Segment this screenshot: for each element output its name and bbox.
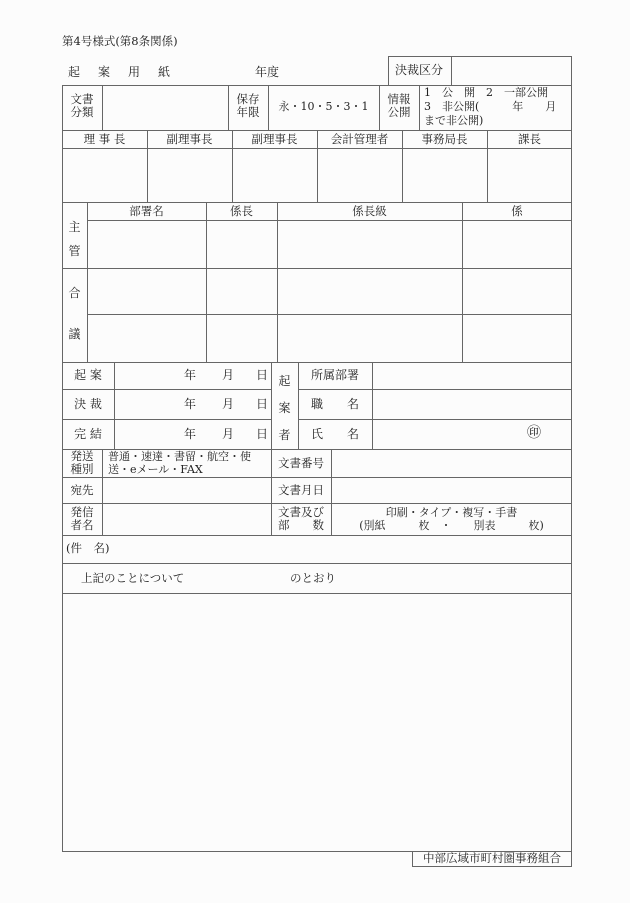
dispatch-type-label: 発送 種別 xyxy=(70,449,94,476)
doc-class-field[interactable] xyxy=(103,86,227,129)
disclosure-label: 情報 公開 xyxy=(387,92,411,120)
main-section-label: 主 管 xyxy=(68,220,81,258)
copies-options[interactable]: 印刷・タイプ・複写・手書 (別紙 枚 ・ 別表 枚) xyxy=(359,506,544,532)
decision-year-unit: 年 xyxy=(184,397,197,411)
approver-seal-secretary-general[interactable] xyxy=(403,149,487,202)
header-chief-level: 係長級 xyxy=(352,204,387,218)
approver-seal-section-chief[interactable] xyxy=(488,149,571,202)
completion-day-unit: 日 xyxy=(256,427,269,441)
position-label: 職 名 xyxy=(310,397,359,411)
approver-seal-vice-chairman-1[interactable] xyxy=(148,149,232,202)
drafted-day-unit: 日 xyxy=(256,368,269,382)
consult-row-1[interactable] xyxy=(88,269,571,314)
body-suffix-text: のとおり xyxy=(290,571,336,585)
drafted-month-unit: 月 xyxy=(222,368,235,382)
subject-field[interactable] xyxy=(120,536,570,563)
drafted-date-label: 起 案 xyxy=(74,368,102,382)
drafted-year-unit: 年 xyxy=(184,368,197,382)
doc-class-label: 文書 分類 xyxy=(70,92,94,120)
decision-date-label: 決 裁 xyxy=(74,397,102,411)
decision-class-label: 決裁区分 xyxy=(395,63,444,77)
approver-header-vice-chairman-2: 副理事長 xyxy=(251,132,298,146)
decision-day-unit: 日 xyxy=(256,397,269,411)
footer-org: 中部広域市町村圏事務組合 xyxy=(423,851,561,865)
consult-label-2: 議 xyxy=(68,327,81,341)
body-content-area[interactable] xyxy=(63,594,571,851)
fiscal-year-label: 年度 xyxy=(255,65,280,79)
destination-field[interactable] xyxy=(103,478,271,503)
approver-header-vice-chairman-1: 副理事長 xyxy=(166,132,213,146)
approver-header-chairman: 理 事 長 xyxy=(83,132,126,146)
completion-year-unit: 年 xyxy=(184,427,197,441)
body-intro-text: 上記のことについて xyxy=(81,571,185,585)
disclosure-options[interactable]: 1 公 開 2 一部公開 3 非公開( 年 月 まで非公開) xyxy=(424,86,557,127)
consult-label-1: 合 xyxy=(68,286,81,300)
destination-label: 宛先 xyxy=(70,483,94,497)
sender-label: 発信 者名 xyxy=(70,505,94,532)
header-department: 部署名 xyxy=(129,204,164,218)
consult-row-2[interactable] xyxy=(88,315,571,362)
doc-number-label: 文書番号 xyxy=(278,456,324,470)
retention-label: 保存 年限 xyxy=(236,92,260,120)
name-label: 氏 名 xyxy=(310,427,359,441)
approver-header-section-chief: 課長 xyxy=(518,132,541,146)
position-field[interactable] xyxy=(373,390,571,419)
approver-header-secretary-general: 事務局長 xyxy=(421,132,468,146)
header-staff: 係 xyxy=(511,204,523,218)
copies-label: 文書及び 部 数 xyxy=(278,505,324,532)
completion-month-unit: 月 xyxy=(222,427,235,441)
header-chief: 係長 xyxy=(230,204,253,218)
doc-date-label: 文書月日 xyxy=(278,483,324,497)
approver-seal-vice-chairman-2[interactable] xyxy=(233,149,317,202)
name-field[interactable] xyxy=(373,420,523,449)
dept-field[interactable] xyxy=(373,363,571,389)
form-title: 起 案 用 紙 xyxy=(68,65,174,79)
doc-date-field[interactable] xyxy=(332,478,571,503)
sender-field[interactable] xyxy=(103,504,271,535)
approver-seal-accounting[interactable] xyxy=(318,149,402,202)
approver-header-accounting: 会計管理者 xyxy=(330,132,389,146)
dept-label: 所属部署 xyxy=(310,368,359,382)
approver-seal-chairman[interactable] xyxy=(63,149,147,202)
drafter-label: 起 案 者 xyxy=(278,374,291,442)
seal-icon: ㊞ xyxy=(527,425,541,441)
completion-date-label: 完 結 xyxy=(74,427,102,441)
dispatch-type-options[interactable]: 普通・速達・書留・航空・使 送・eメール・FAX xyxy=(108,450,251,476)
form-number: 第4号様式(第8条関係) xyxy=(62,34,178,48)
decision-month-unit: 月 xyxy=(222,397,235,411)
retention-options[interactable]: 永・10・5・3・1 xyxy=(278,100,369,113)
main-section-row[interactable] xyxy=(88,221,571,268)
decision-class-field[interactable] xyxy=(452,57,570,85)
doc-number-field[interactable] xyxy=(332,450,571,477)
subject-label: (件 名) xyxy=(66,541,110,555)
